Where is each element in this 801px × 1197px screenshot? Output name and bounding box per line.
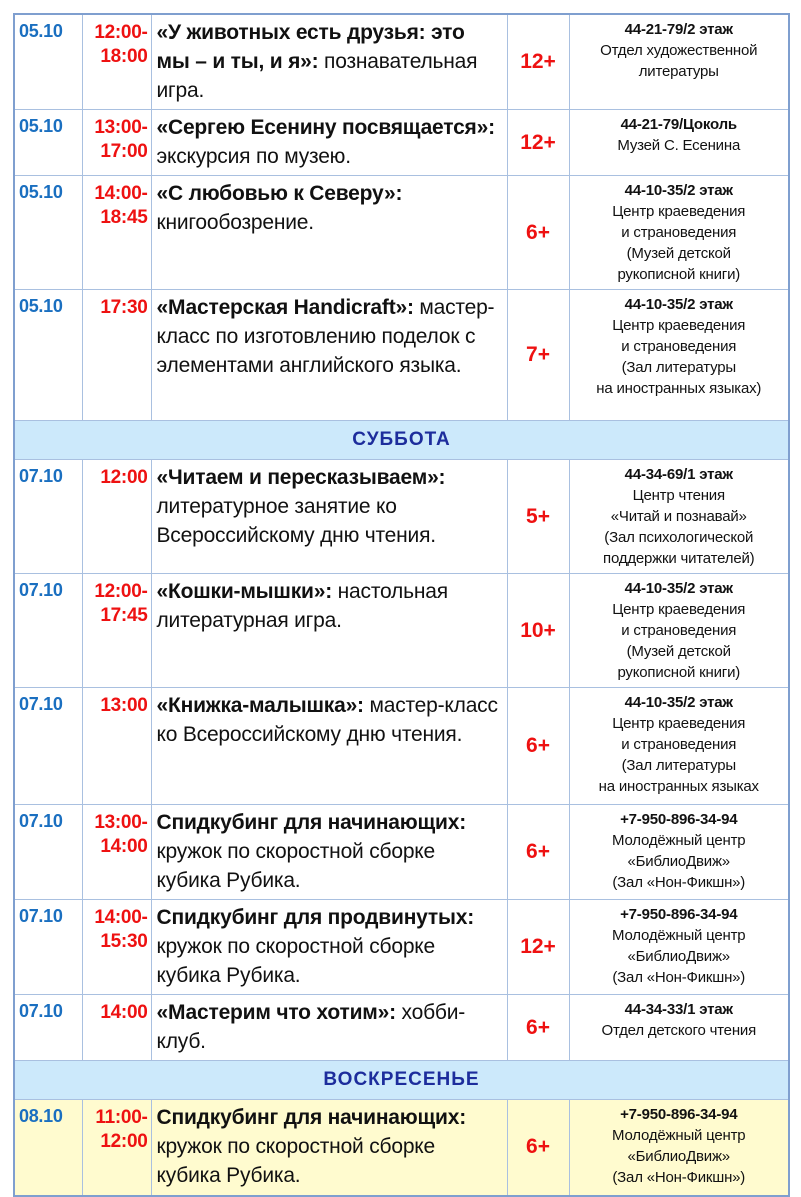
event-location [569,176,789,290]
event-location [569,900,789,995]
place-line: Молодёжный центр [612,927,746,944]
event-location [569,574,789,688]
event-row [14,14,789,110]
event-detail: мастер-класс по изготовлению поделок с элементами английского языка. [156,296,495,377]
place-line: «Читай и познавай» [610,508,747,525]
place-line: «БиблиоДвиж» [627,948,730,965]
age-rating: 7+ [507,290,569,421]
event-description [151,805,507,900]
time-start: 14:00- [94,183,148,204]
event-time [82,688,151,805]
place-line: на иностранных языках [598,778,759,795]
place-line: Центр чтения [632,487,725,504]
contact-phone: 44-10-35/2 этаж [624,296,733,313]
place-line: (Зал психологической [604,529,754,546]
event-location [569,290,789,421]
time-start: 14:00- [94,907,148,928]
event-location [569,14,789,110]
event-description [151,14,507,110]
event-title: «Кошки-мышки»: [156,580,333,603]
event-time [82,176,151,290]
event-date: 07.10 [14,900,82,995]
day-header-label: ВОСКРЕСЕНЬЕ [14,1061,789,1100]
event-date: 05.10 [14,110,82,176]
age-rating: 6+ [507,995,569,1061]
event-time [82,290,151,421]
event-location [569,995,789,1061]
time-start: 13:00- [94,117,148,138]
place-line: (Зал «Нон-Фикшн») [612,1169,746,1186]
event-date: 07.10 [14,574,82,688]
contact-phone: +7-950-896-34-94 [620,906,738,923]
event-date: 05.10 [14,14,82,110]
event-row [14,290,789,421]
contact-phone: +7-950-896-34-94 [620,811,738,828]
place-line: Центр краеведения [612,715,746,732]
event-title: «Книжка-малышка»: [156,694,364,717]
event-location [569,805,789,900]
event-location [569,460,789,574]
event-time [82,900,151,995]
contact-phone: 44-10-35/2 этаж [624,580,733,597]
place-line: и страноведения [621,622,737,639]
time-end: 17:00 [100,141,148,162]
time-start: 12:00- [94,581,148,602]
place-line: на иностранных языках) [596,380,762,397]
event-description [151,688,507,805]
contact-phone: +7-950-896-34-94 [620,1106,738,1123]
event-title: Спидкубинг для начинающих: [156,811,467,834]
place-line: (Музей детской [626,245,731,262]
event-date: 08.10 [14,1100,82,1196]
event-time [82,1100,151,1196]
event-description [151,1100,507,1196]
time-end: 17:45 [100,605,148,626]
time-end: 18:45 [100,207,148,228]
day-header-sunday [14,1061,789,1100]
contact-phone: 44-21-79/Цоколь [620,116,737,133]
event-row [14,995,789,1061]
event-description [151,900,507,995]
event-description [151,995,507,1061]
time-start: 13:00 [100,695,148,716]
event-row [14,110,789,176]
place-line: «БиблиоДвиж» [627,853,730,870]
event-schedule-table [13,13,790,1197]
age-rating: 12+ [507,110,569,176]
event-date: 07.10 [14,805,82,900]
age-rating: 12+ [507,900,569,995]
place-line: Молодёжный центр [612,1127,746,1144]
day-header-saturday [14,421,789,460]
event-location [569,110,789,176]
event-title: «С любовью к Северу»: [156,182,403,205]
event-description [151,460,507,574]
event-title: Спидкубинг для начинающих: [156,1106,467,1129]
place-line: и страноведения [621,224,737,241]
time-end: 15:30 [100,931,148,952]
event-row [14,176,789,290]
age-rating: 6+ [507,805,569,900]
time-start: 12:00- [94,22,148,43]
event-detail: кружок по скоростной сборке кубика Рубика. [156,935,436,987]
place-line: Отдел детского чтения [601,1022,757,1039]
place-line: Отдел художественной [600,42,758,59]
event-time [82,110,151,176]
contact-phone: 44-10-35/2 этаж [624,694,733,711]
age-rating: 12+ [507,14,569,110]
contact-phone: 44-34-69/1 этаж [624,466,733,483]
event-detail: мастер-класс ко Всероссийскому дню чтения. [156,694,498,746]
place-line: Центр краеведения [612,317,746,334]
time-start: 17:30 [100,297,148,318]
event-description [151,290,507,421]
place-line: Молодёжный центр [612,832,746,849]
event-description [151,574,507,688]
time-start: 13:00- [94,812,148,833]
event-detail: настольная литературная игра. [156,580,448,632]
event-location [569,1100,789,1196]
event-detail: кружок по скоростной сборке кубика Рубика. [156,1135,436,1187]
event-title: Спидкубинг для продвинутых: [156,906,475,929]
event-detail: познавательная игра. [156,50,478,102]
place-line: (Зал литературы [621,359,736,376]
time-start: 14:00 [100,1002,148,1023]
event-title: «У животных есть друзья: это мы – и ты, и я»: [156,21,465,73]
time-start: 11:00- [95,1107,148,1128]
event-row [14,574,789,688]
age-rating: 6+ [507,1100,569,1196]
contact-phone: 44-21-79/2 этаж [624,21,733,38]
event-time [82,14,151,110]
age-rating: 6+ [507,688,569,805]
time-end: 14:00 [100,836,148,857]
event-detail: книгообозрение. [156,211,314,234]
contact-phone: 44-34-33/1 этаж [624,1001,733,1018]
event-title: «Сергею Есенину посвящается»: [156,116,495,139]
contact-phone: 44-10-35/2 этаж [624,182,733,199]
place-line: (Зал «Нон-Фикшн») [612,874,746,891]
place-line: (Зал литературы [621,757,736,774]
place-line: и страноведения [621,338,737,355]
event-detail: хобби-клуб. [156,1001,466,1053]
place-line: Центр краеведения [612,203,746,220]
event-date: 07.10 [14,688,82,805]
event-date: 07.10 [14,460,82,574]
event-date: 05.10 [14,176,82,290]
event-time [82,574,151,688]
event-time [82,805,151,900]
event-row [14,460,789,574]
event-row [14,1100,789,1196]
place-line: (Зал «Нон-Фикшн») [612,969,746,986]
event-row [14,805,789,900]
age-rating: 10+ [507,574,569,688]
place-line: «БиблиоДвиж» [627,1148,730,1165]
age-rating: 6+ [507,176,569,290]
event-location [569,688,789,805]
place-line: Музей С. Есенина [617,137,741,154]
age-rating: 5+ [507,460,569,574]
event-description [151,176,507,290]
time-start: 12:00 [100,467,148,488]
event-title: «Мастерская Handicraft»: [156,296,414,319]
event-row [14,688,789,805]
event-detail: кружок по скоростной сборке кубика Рубика. [156,840,436,892]
event-title: «Мастерим что хотим»: [156,1001,396,1024]
event-detail: литературное занятие ко Всероссийскому дню чтения. [156,495,436,547]
day-header-label: СУББОТА [14,421,789,460]
event-title: «Читаем и пересказываем»: [156,466,446,489]
event-row [14,900,789,995]
place-line: и страноведения [621,736,737,753]
event-detail: экскурсия по музею. [156,145,351,168]
time-end: 12:00 [100,1131,148,1152]
place-line: поддержки читателей) [603,550,755,567]
place-line: (Музей детской [626,643,731,660]
event-date: 05.10 [14,290,82,421]
place-line: Центр краеведения [612,601,746,618]
time-end: 18:00 [100,46,148,67]
place-line: литературы [638,63,719,80]
event-time [82,995,151,1061]
event-description [151,110,507,176]
place-line: рукописной книги) [617,664,741,681]
event-date: 07.10 [14,995,82,1061]
event-time [82,460,151,574]
place-line: рукописной книги) [617,266,741,283]
